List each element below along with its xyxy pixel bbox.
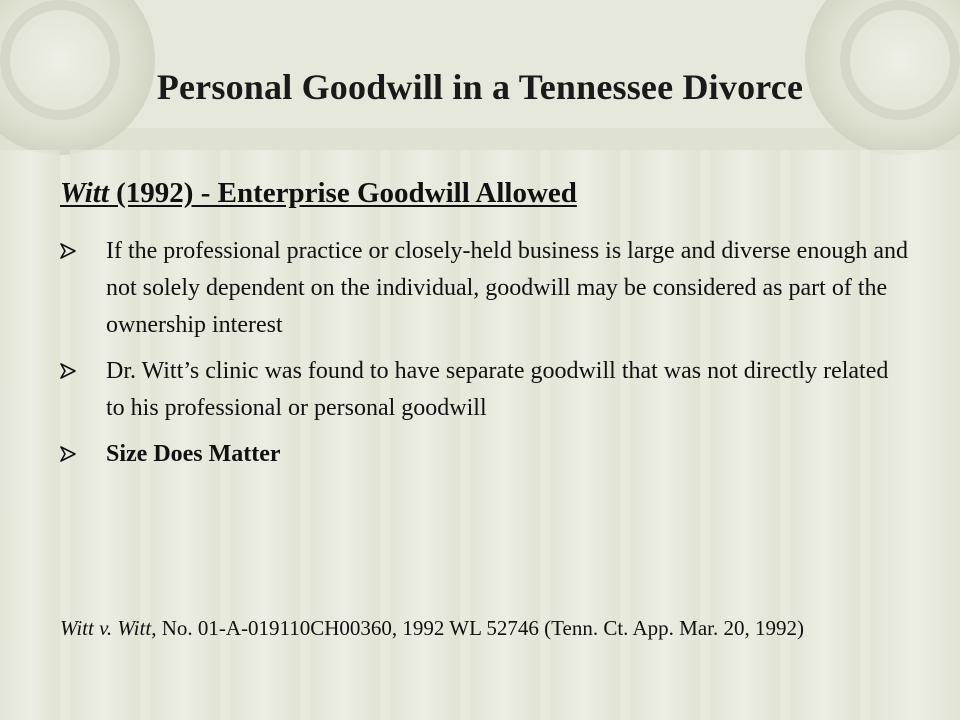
bullet-text: Dr. Witt’s clinic was found to have separate goodwill that was not directly related to his professional or personal goodwill — [106, 358, 889, 421]
bullet-item — [60, 436, 910, 473]
arrowhead-bullet-icon — [60, 446, 76, 462]
bullet-item — [60, 233, 910, 344]
section-heading — [60, 177, 577, 210]
citation-text: No. 01-A-019110CH00360, 1992 WL 52746 (Tenn. Ct. App. Mar. 20, 1992) — [156, 616, 804, 640]
heading-text: (1992) - Enterprise Goodwill Allowed — [108, 177, 577, 209]
arrowhead-bullet-icon — [60, 243, 76, 259]
slide-title: Personal Goodwill in a Tennessee Divorce — [156, 67, 804, 107]
case-citation — [60, 612, 920, 645]
bullet-text: Size Does Matter — [106, 441, 281, 467]
bullet-list — [60, 233, 910, 482]
bullet-text: If the professional practice or closely-held business is large and diverse enough and not solely dependent on the individual, goodwill may be considered as part of the ownership interest — [106, 238, 908, 338]
citation-case-name: Witt v. Witt, — [60, 616, 157, 640]
arrowhead-bullet-icon — [60, 363, 76, 379]
bullet-item — [60, 353, 910, 427]
heading-case-name: Witt — [60, 177, 109, 209]
